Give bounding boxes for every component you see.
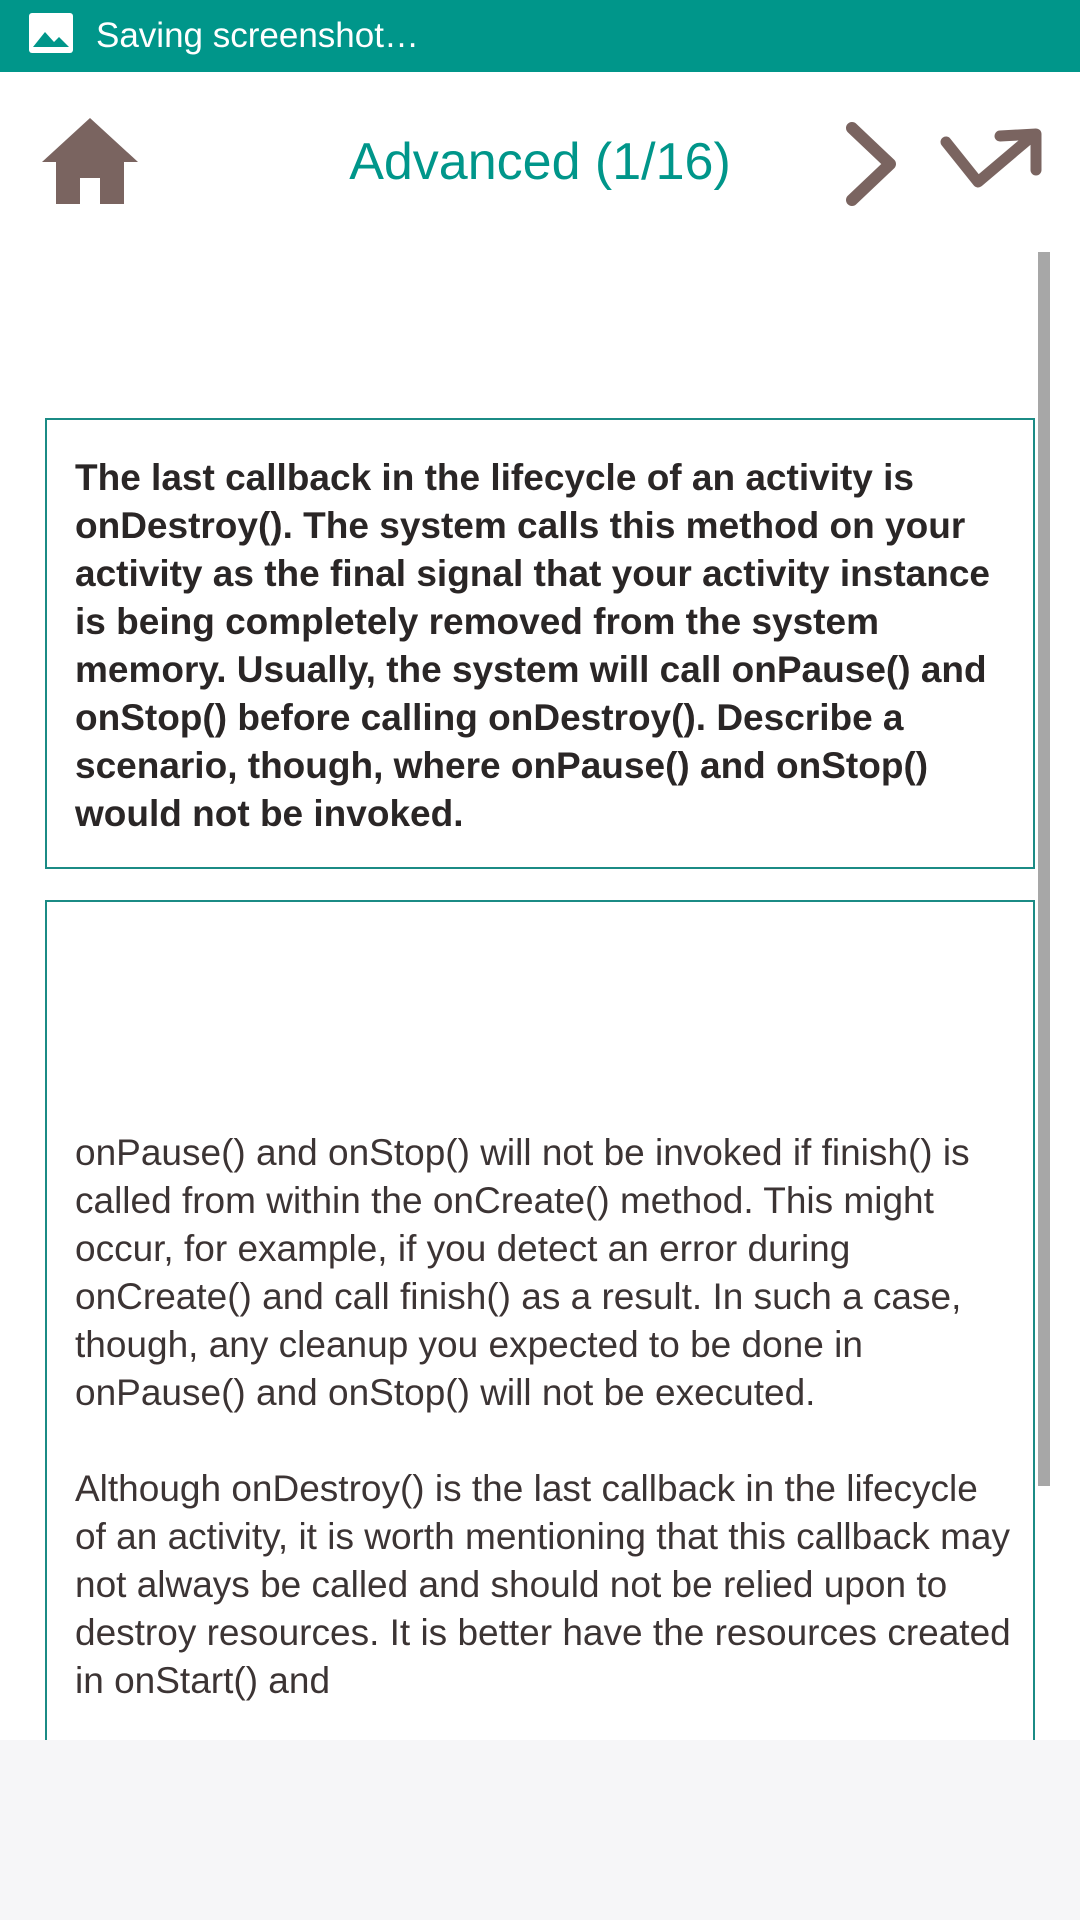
answer-card bbox=[45, 900, 1035, 1740]
answer-text bbox=[75, 1129, 1015, 1740]
question-card bbox=[45, 418, 1035, 869]
arrow-out-icon[interactable] bbox=[940, 128, 1044, 198]
answer-paragraph: Although onDestroy() is the last callback in the lifecycle of an activity, it is worth mentioning that this callback may not always be called and should not be relied upon to destroy resources. It is better have the resources created in onStart() and bbox=[75, 1468, 1011, 1701]
question-text: The last callback in the lifecycle of an activity is onDestroy(). The system calls this method on your activity as the final signal that your activity instance is being completely removed from the system memory. Usually, the system will call onPause() and onStop() before calling onDestroy(). Describe a scenario, though, where onPause() and onStop() would not be invoked. bbox=[75, 457, 991, 834]
bottom-bar bbox=[0, 1740, 1080, 1920]
chevron-right-icon[interactable] bbox=[842, 120, 902, 208]
home-icon[interactable] bbox=[38, 114, 142, 206]
status-text: Saving screenshot… bbox=[96, 16, 419, 55]
content-scroll-area[interactable] bbox=[0, 252, 1080, 1740]
scrollbar[interactable] bbox=[1038, 252, 1050, 1486]
page-title: Advanced (1/16) bbox=[349, 133, 731, 191]
image-icon bbox=[28, 12, 74, 54]
answer-paragraph: onPause() and onStop() will not be invoked if finish() is called from within the onCreate() method. This might occur, for example, if you detect an error during onCreate() and call finish() as a result. In such a case, though, any cleanup you expected to be done in onPause() and onStop() will not be executed. bbox=[75, 1132, 970, 1413]
status-bar bbox=[0, 0, 1080, 72]
toolbar bbox=[0, 72, 1080, 252]
